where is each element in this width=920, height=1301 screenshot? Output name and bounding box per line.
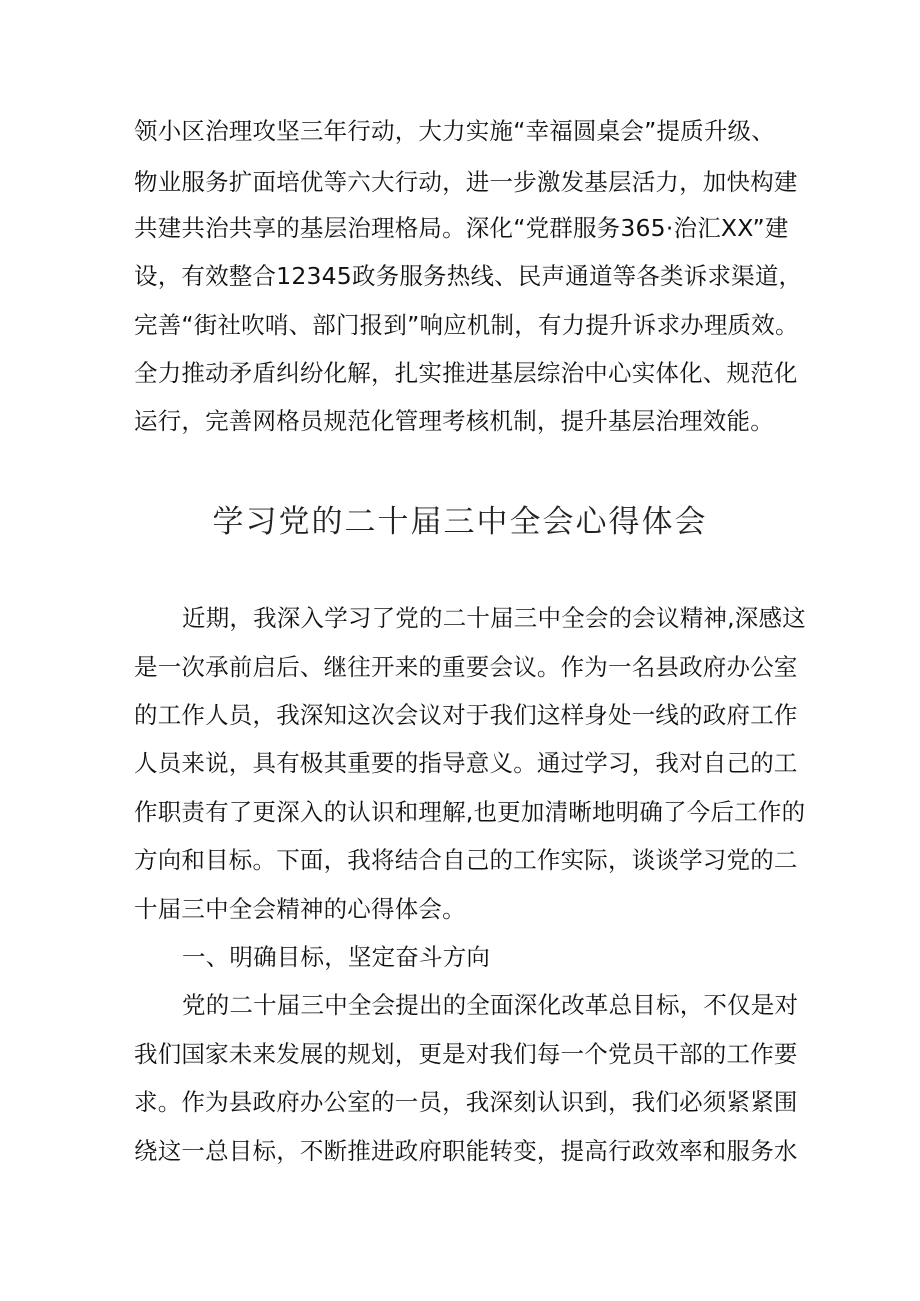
intro-line: 设，有效整合12345政务服务热线、民声通道等各类诉求渠道，: [134, 262, 803, 290]
paragraph-line: 绕这一总目标，不断推进政府职能转变，提高行政效率和服务水: [134, 1137, 798, 1165]
paragraph-line: 我们国家未来发展的规划，更是对我们每一个党员干部的工作要: [134, 1040, 798, 1068]
intro-line: 运行，完善网格员规范化管理考核机制，提升基层治理效能。: [134, 407, 774, 435]
paragraph-line: 作职责有了更深入的认识和理解,也更加清晰地明确了今后工作的: [134, 798, 806, 826]
paragraph-line: 是一次承前启后、继往开来的重要会议。作为一名县政府办公室: [134, 653, 798, 681]
paragraph-line: 的工作人员，我深知这次会议对于我们这样身处一线的政府工作: [134, 701, 798, 729]
intro-line: 共建共治共享的基层治理格局。深化“党群服务365·治汇XX”建: [134, 214, 789, 242]
paragraph-line: 近期，我深入学习了党的二十届三中全会的会议精神,深感这: [182, 604, 806, 632]
paragraph-line: 求。作为县政府办公室的一员，我深刻认识到，我们必须紧紧围: [134, 1088, 798, 1116]
intro-line: 物业服务扩面培优等六大行动，进一步激发基层活力，加快构建: [134, 168, 798, 196]
intro-line: 全力推动矛盾纠纷化解，扎实推进基层综治中心实体化、规范化: [134, 359, 798, 387]
paragraph-line: 方向和目标。下面，我将结合自己的工作实际，谈谈学习党的二: [134, 846, 798, 874]
paragraph-line: 党的二十届三中全会提出的全面深化改革总目标，不仅是对: [182, 991, 799, 1019]
page-title: 学习党的二十届三中全会心得体会: [212, 504, 708, 540]
section-heading: 一、明确目标，坚定奋斗方向: [182, 943, 491, 971]
paragraph-line: 人员来说，具有极其重要的指导意义。通过学习，我对自己的工: [134, 749, 798, 777]
intro-line: 完善“街社吹哨、部门报到”响应机制，有力提升诉求办理质效。: [134, 311, 799, 339]
paragraph-line: 十届三中全会精神的心得体会。: [134, 895, 466, 923]
intro-line: 领小区治理攻坚三年行动，大力实施“幸福圆桌会”提质升级、: [134, 117, 775, 145]
